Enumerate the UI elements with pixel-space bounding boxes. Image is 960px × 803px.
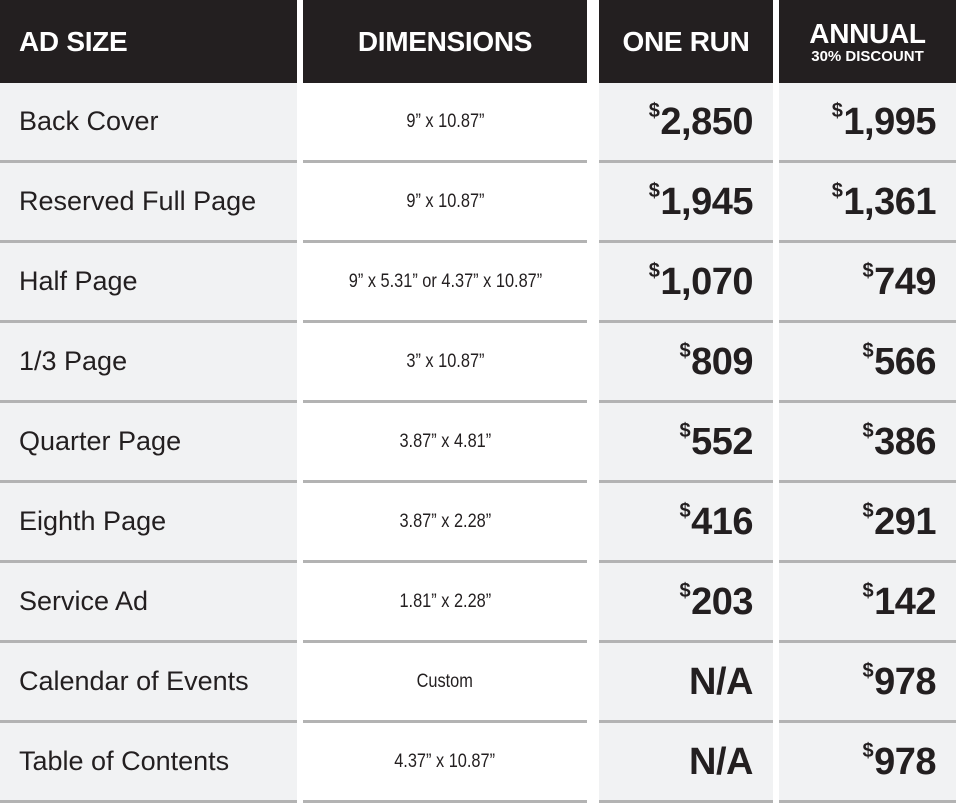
annual-price-cell — [779, 163, 956, 243]
price-amount: 416 — [691, 500, 753, 543]
currency-symbol: $ — [862, 339, 874, 362]
annual-price-cell — [779, 243, 956, 323]
currency-symbol: $ — [862, 419, 874, 442]
price-value — [648, 179, 753, 223]
price-amount: 1,995 — [843, 100, 936, 143]
dimensions-header: DIMENSIONS — [303, 0, 587, 83]
price-amount: 1,070 — [660, 260, 753, 303]
currency-symbol: $ — [679, 499, 691, 522]
annual-price-cell — [779, 403, 956, 483]
one-run-price-cell — [599, 163, 773, 243]
ad-size-cell-text: Reserved Full Page — [19, 186, 257, 216]
ad-size-cell — [0, 243, 297, 323]
dimensions-cell-text: 3.87” x 4.81” — [399, 430, 491, 452]
price-value — [648, 259, 753, 303]
annual-header — [779, 0, 956, 83]
dimensions-cell — [303, 323, 587, 403]
dimensions-cell-text: 9” x 10.87” — [405, 110, 485, 132]
dimensions-cell-text: 4.37” x 10.87” — [394, 750, 496, 772]
currency-symbol: $ — [862, 739, 874, 762]
currency-symbol: $ — [862, 259, 874, 282]
dimensions-cell — [303, 83, 587, 163]
price-value — [689, 740, 753, 783]
annual-price-cell — [779, 83, 956, 163]
ad-size-cell-text: Half Page — [19, 266, 138, 296]
price-amount: 1,361 — [843, 180, 936, 223]
price-amount: 291 — [874, 500, 936, 543]
dimensions-cell-text: Custom — [416, 670, 474, 692]
price-amount: 749 — [874, 260, 936, 303]
ad-size-cell — [0, 403, 297, 483]
one-run-price-cell — [599, 483, 773, 563]
price-amount: N/A — [689, 740, 753, 783]
annual-price-cell — [779, 643, 956, 723]
ad-size-cell — [0, 643, 297, 723]
currency-symbol: $ — [679, 579, 691, 602]
dimensions-cell — [303, 643, 587, 723]
one-run-price-cell — [599, 243, 773, 323]
dimensions-cell-text: 1.81” x 2.28” — [399, 590, 491, 612]
price-value — [831, 179, 936, 223]
price-amount: 386 — [874, 420, 936, 463]
currency-symbol: $ — [862, 499, 874, 522]
currency-symbol: $ — [679, 419, 691, 442]
one-run-price-cell — [599, 323, 773, 403]
dimensions-cell — [303, 483, 587, 563]
annual-price-cell — [779, 483, 956, 563]
one-run-price-cell — [599, 643, 773, 723]
annual-header-title: ANNUAL — [809, 17, 926, 49]
price-value — [862, 739, 936, 783]
currency-symbol: $ — [831, 179, 843, 202]
price-amount: 203 — [691, 580, 753, 623]
currency-symbol: $ — [648, 259, 660, 282]
ad-size-cell-text: Back Cover — [19, 106, 159, 136]
annual-price-cell — [779, 723, 956, 803]
dimensions-cell-text: 9” x 10.87” — [405, 190, 485, 212]
ad-size-header: AD SIZE — [0, 0, 297, 83]
ad-size-cell — [0, 83, 297, 163]
price-amount: 978 — [874, 740, 936, 783]
annual-price-cell — [779, 563, 956, 643]
price-amount: 566 — [874, 340, 936, 383]
price-value — [862, 579, 936, 623]
price-amount: 142 — [874, 580, 936, 623]
dimensions-cell-text: 3.87” x 2.28” — [399, 510, 491, 532]
price-value — [648, 99, 753, 143]
price-amount: 978 — [874, 660, 936, 703]
price-value — [689, 660, 753, 703]
price-value — [679, 419, 753, 463]
dimensions-cell — [303, 243, 587, 323]
ad-size-cell-text: Quarter Page — [19, 426, 182, 456]
price-amount: 2,850 — [660, 100, 753, 143]
ad-size-cell — [0, 563, 297, 643]
currency-symbol: $ — [679, 339, 691, 362]
currency-symbol: $ — [648, 99, 660, 122]
dimensions-cell-text: 3” x 10.87” — [405, 350, 485, 372]
price-amount: 552 — [691, 420, 753, 463]
price-value — [862, 419, 936, 463]
ad-size-cell-text: Service Ad — [19, 586, 149, 616]
dimensions-column — [303, 0, 587, 803]
ad-size-cell-text: 1/3 Page — [19, 346, 128, 376]
annual-column — [779, 0, 956, 803]
annual-header-subtitle: 30% DISCOUNT — [811, 47, 924, 65]
price-value — [862, 659, 936, 703]
dimensions-cell-text: 9” x 5.31” or 4.37” x 10.87” — [348, 270, 542, 292]
price-value — [679, 499, 753, 543]
price-value — [862, 499, 936, 543]
dimensions-cell — [303, 163, 587, 243]
one-run-column — [599, 0, 773, 803]
price-value — [831, 99, 936, 143]
price-value — [862, 339, 936, 383]
currency-symbol: $ — [862, 579, 874, 602]
ad-size-cell — [0, 483, 297, 563]
ad-size-cell — [0, 163, 297, 243]
one-run-price-cell — [599, 403, 773, 483]
price-amount: N/A — [689, 660, 753, 703]
ad-size-column — [0, 0, 297, 803]
ad-size-cell-text: Calendar of Events — [19, 666, 249, 696]
annual-price-cell — [779, 323, 956, 403]
price-value — [679, 339, 753, 383]
one-run-price-cell — [599, 723, 773, 803]
dimensions-cell — [303, 563, 587, 643]
price-value — [862, 259, 936, 303]
dimensions-cell — [303, 723, 587, 803]
dimensions-cell — [303, 403, 587, 483]
price-amount: 809 — [691, 340, 753, 383]
one-run-price-cell — [599, 563, 773, 643]
price-value — [679, 579, 753, 623]
ad-size-cell-text: Table of Contents — [19, 746, 230, 776]
ad-size-cell — [0, 723, 297, 803]
ad-size-cell — [0, 323, 297, 403]
currency-symbol: $ — [831, 99, 843, 122]
currency-symbol: $ — [862, 659, 874, 682]
price-amount: 1,945 — [660, 180, 753, 223]
one-run-price-cell — [599, 83, 773, 163]
one-run-header: ONE RUN — [599, 0, 773, 83]
ad-size-cell-text: Eighth Page — [19, 506, 167, 536]
currency-symbol: $ — [648, 179, 660, 202]
